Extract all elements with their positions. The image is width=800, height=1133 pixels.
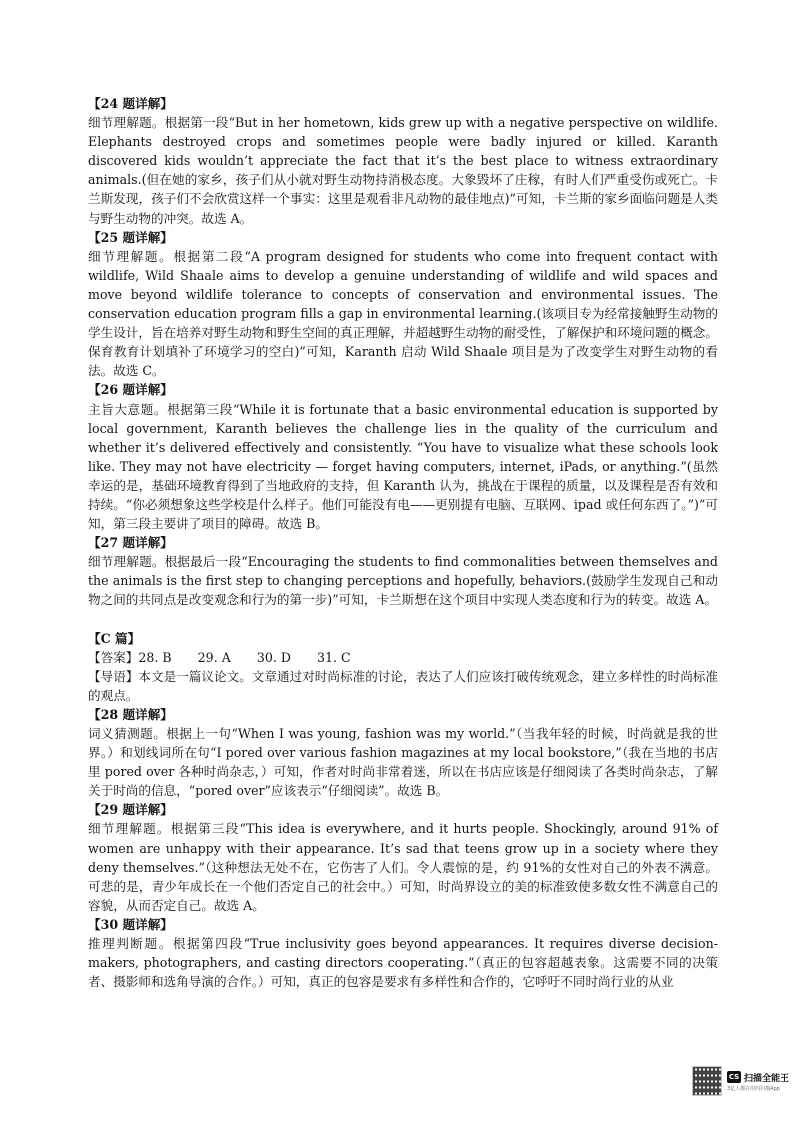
answer-31: 31. C — [316, 649, 351, 665]
watermark-brand-name: 扫描全能王 — [744, 1073, 790, 1084]
q26-explanation: 主旨大意题。根据第三段“While it is fortunate that a basic environmental education is supported by local government, Karanth believes the challenge lies in the quality of the curriculum and whether it’s delivered effectively and consistently. “You have to visualize what these schools look like. They may not have electricity — forget having computers, internet, iPads, or anything.”(虽然幸运的是，基础环境教育得到了当地政府的支持，但 Karanth 认为，挑战在于课程的质量，以及课程是否有效和持续。“你必须想象这些学校是什么样子。他们可能没有电——更别提有电脑、互联网、ipad 或任何东西了。”)”可知，第三段主要讲了项目的障碍。故选 B。 — [88, 401, 718, 532]
watermark-tagline: 3亿人都在用的扫描App — [727, 1085, 780, 1092]
answer-label: 【答案】 — [88, 649, 139, 665]
qr-code-icon — [692, 1066, 722, 1096]
q24-heading: 【24 题详解】 — [88, 96, 173, 111]
q24-explanation: 细节理解题。根据第一段“But in her hometown, kids grew up with a negative perspective on wildlife. Elephants destroyed crops and sometimes people were badly injured or killed. Karanth discovered kids wouldn’t appreciate the fact that it’s the best place to witness extraordinary animals.(但在她的家乡，孩子们从小就对野生动物持消极态度。大象毁坏了庄稼，有时人们严重受伤或死亡。卡兰斯发现，孩子们不会欣赏这样一个事实：这里是观看非凡动物的最佳地点)”可知，卡兰斯的家乡面临问题是人类与野生动物的冲突。故选 A。 — [88, 115, 718, 226]
q25-explanation: 细节理解题。根据第二段“A program designed for students who come into frequent contact with wildlife, Wild Shaale aims to develop a genuine understanding of wildlife and wild spaces and move beyond wildlife tolerance to concepts of conservation and environmental issues. The conservation education program fills a gap in environmental learning.(该项目专为经常接触野生动物的学生设计，旨在培养对野生动物和野生空间的真正理解，并超越野生动物的耐受性，了解保护和环境问题的概念。保育教育计划填补了环境学习的空白)”可知，Karanth 启动 Wild Shaale 项目是为了改变学生对野生动物的看法。故选 C。 — [88, 248, 718, 379]
document-body — [88, 94, 718, 991]
q29-explanation: 细节理解题。根据第三段“This idea is everywhere, and it hurts people. Shockingly, around 91% of women are unhappy with their appearance. It’s sad that teens grow up in a society where they deny themselves.”（这种想法无处不在，它伤害了人们。令人震惊的是，约 91%的女性对自己的外表不满意。可悲的是，青少年成长在一个他们否定自己的社会中。）可知，时尚界设立的美的标准致使多数女性不满意自己的容貌，从而否定自己。故选 A。 — [88, 821, 718, 913]
section-c-title: 【C 篇】 — [88, 630, 141, 646]
watermark-text — [727, 1071, 789, 1092]
q26-heading: 【26 题详解】 — [88, 382, 173, 398]
scanner-watermark — [692, 1063, 790, 1099]
q29-heading: 【29 题详解】 — [88, 802, 173, 818]
watermark-brand — [727, 1071, 789, 1084]
answer-line — [88, 648, 718, 667]
answer-30: 30. D — [256, 649, 291, 665]
q27-heading: 【27 题详解】 — [88, 535, 173, 551]
q27-explanation: 细节理解题。根据最后一段“Encouraging the students to find commonalities between themselves and the animals is the first step to changing perceptions and hopefully, behaviors.(鼓励学生发现自己和动物之间的共同点是改变观念和行为的第一步)”可知，卡兰斯想在这个项目中实现人类态度和行为的转变。故选 A。 — [88, 554, 718, 608]
answer-29: 29. A — [197, 649, 231, 665]
q30-explanation: 推理判断题。根据第四段“True inclusivity goes beyond appearances. It requires diverse decision-makers, photographers, and casting directors cooperating.”（真正的包容超越表象。这需要不同的决策者、摄影师和选角导演的合作。）可知，真正的包容是要求有多样性和合作的，它呼吁不同时尚行业的从业 — [88, 936, 718, 990]
camscanner-logo-icon: CS — [728, 1073, 740, 1081]
answer-28: 28. B — [138, 649, 172, 665]
q28-explanation: 词义猜测题。根据上一句“When I was young, fashion was my world.”（当我年轻的时候，时尚就是我的世界。）和划线词所在句“I pored over various fashion magazines at my local bookstore,”（我在当地的书店里 pored over 各种时尚杂志，）可知，作者对时尚非常着迷，所以在书店应该是仔细阅读了各类时尚杂志，了解关于时尚的信息，“pored over”应该表示“仔细阅读”。故选 B。 — [88, 726, 718, 799]
q28-heading: 【28 题详解】 — [88, 706, 173, 722]
section-c-guide: 【导语】本文是一篇议论文。文章通过对时尚标准的讨论，表达了人们应该打破传统观念，建立多样性的时尚标准的观点。 — [88, 668, 718, 703]
section-spacer — [88, 610, 718, 629]
q25-heading: 【25 题详解】 — [88, 229, 173, 245]
q30-heading: 【30 题详解】 — [88, 916, 173, 932]
